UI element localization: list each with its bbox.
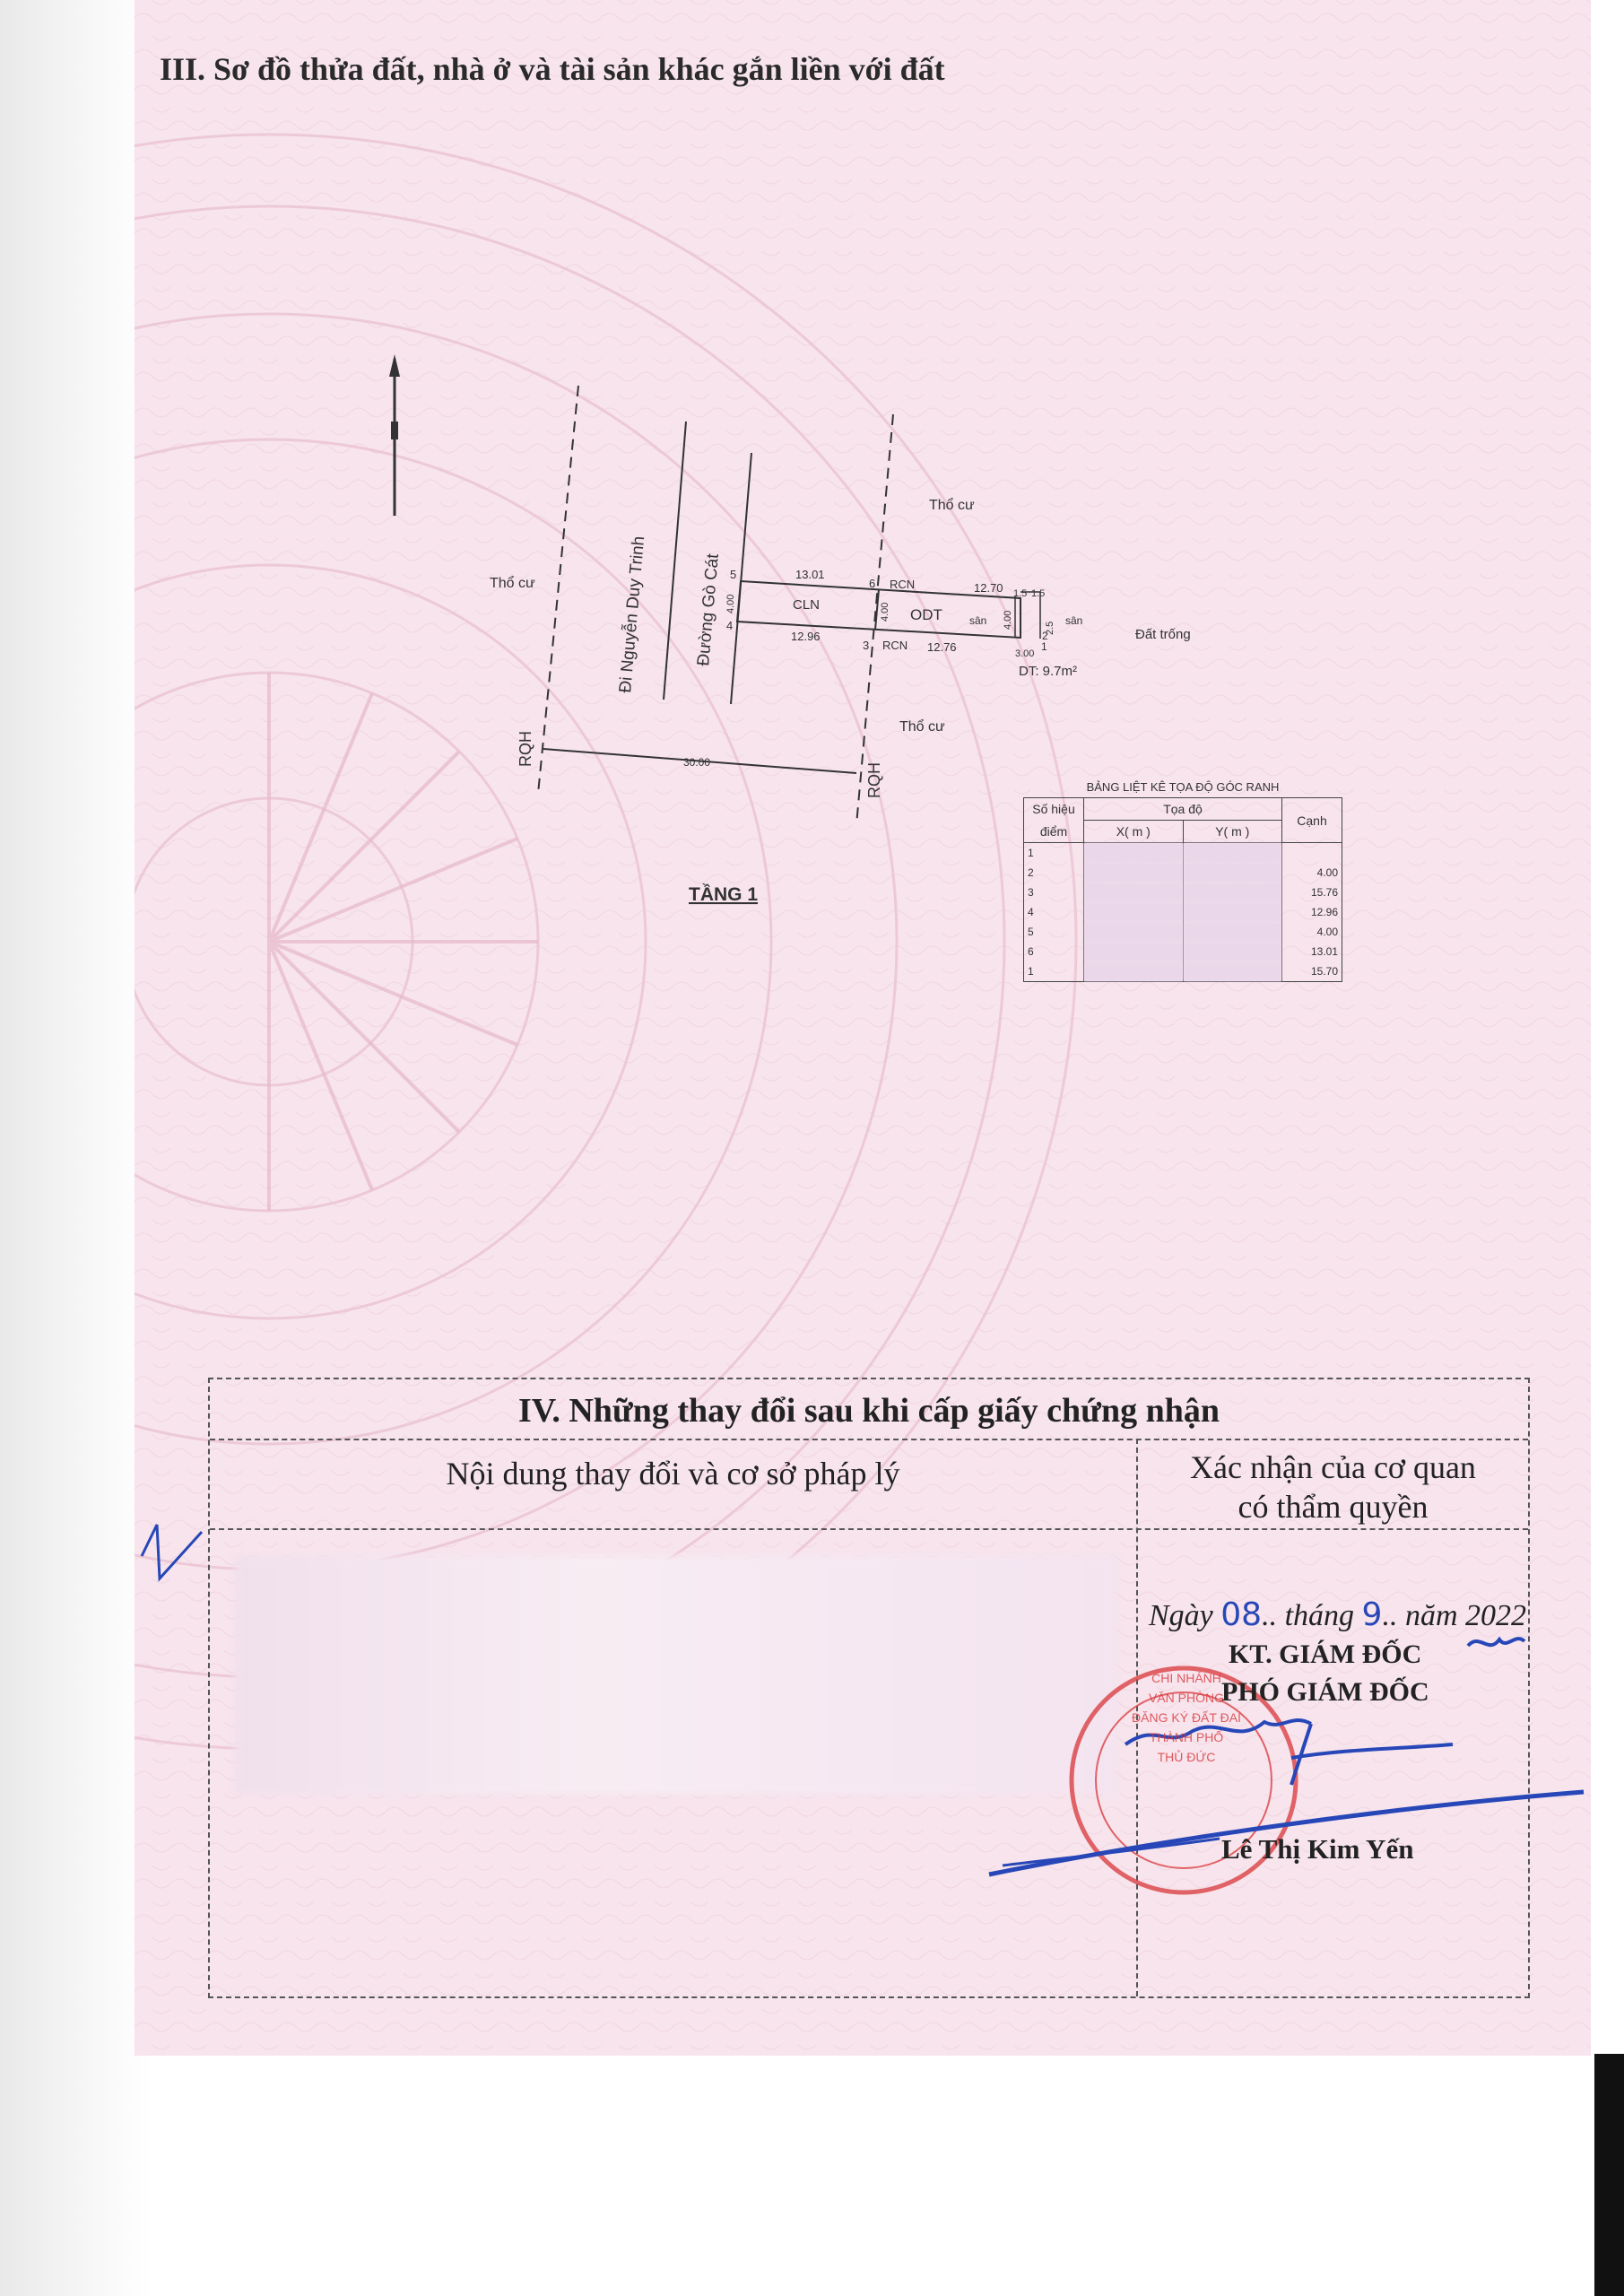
dim-top-right: 12.70 xyxy=(974,581,1003,595)
date-day: 08 xyxy=(1220,1596,1263,1633)
date-month: 9 xyxy=(1361,1596,1383,1633)
point-2: 2 xyxy=(1042,630,1048,642)
point-6: 6 xyxy=(869,577,876,590)
col-authority-line2: có thẩm quyền xyxy=(1238,1489,1429,1525)
point-4: 4 xyxy=(726,619,734,632)
area-label: DT: 9.7m² xyxy=(1019,664,1078,679)
label-dat-trong: Đất trống xyxy=(1135,627,1191,642)
floor-label: TẦNG 1 xyxy=(689,884,759,905)
row-point: 1 xyxy=(1024,961,1084,982)
dim-top-left: 13.01 xyxy=(795,568,825,581)
label-tho-cu-left: Thổ cư xyxy=(490,576,535,591)
dim-right-width: 4.00 xyxy=(1003,610,1013,630)
row-point: 3 xyxy=(1024,883,1084,902)
row-point: 6 xyxy=(1024,942,1084,961)
date-prefix: Ngày xyxy=(1149,1599,1213,1632)
stamp-line-3: ĐĂNG KÝ ĐẤT ĐAI xyxy=(1132,1710,1241,1725)
dim-bottom-left: 12.96 xyxy=(791,630,821,643)
signer-title-2: PHÓ GIÁM ĐỐC xyxy=(1221,1677,1429,1707)
date-month-label: tháng xyxy=(1284,1599,1355,1632)
stamp-line-5: THỦ ĐỨC xyxy=(1157,1750,1216,1764)
row-point: 2 xyxy=(1024,863,1084,883)
col-canh-header: Cạnh xyxy=(1282,798,1342,843)
signer-name: Lê Thị Kim Yến xyxy=(1221,1833,1414,1865)
col-authority-line1: Xác nhận của cơ quan xyxy=(1190,1449,1476,1485)
coordinate-table-title: BẢNG LIỆT KÊ TỌA ĐỘ GÓC RANH xyxy=(1086,780,1280,794)
row-canh: 4.00 xyxy=(1282,863,1342,883)
col-point-header-2: điểm xyxy=(1024,821,1084,843)
section-4-title: IV. Những thay đổi sau khi cấp giấy chứng nhận xyxy=(210,1379,1528,1440)
row-canh: 4.00 xyxy=(1282,922,1342,942)
row-point: 1 xyxy=(1024,843,1084,864)
label-cln: CLN xyxy=(793,597,821,613)
dim-30: 30.00 xyxy=(683,756,711,769)
point-5: 5 xyxy=(730,568,737,581)
col-coord-header: Tọa độ xyxy=(1084,798,1282,821)
dim-left-width: 4.00 xyxy=(725,594,736,613)
row-point: 4 xyxy=(1024,902,1084,922)
row-canh: 13.01 xyxy=(1282,942,1342,961)
road-label-go-cat: Đường Gò Cát xyxy=(694,552,723,667)
stamp-line-1: CHI NHÁNH xyxy=(1151,1671,1221,1685)
row-canh: 15.70 xyxy=(1282,961,1342,982)
dim-3: 3.00 xyxy=(1015,648,1035,659)
label-odt: ODT xyxy=(910,606,942,623)
label-rcn-bottom: RCN xyxy=(882,639,908,652)
row-canh: 12.96 xyxy=(1282,902,1342,922)
signer-title-1: KT. GIÁM ĐỐC xyxy=(1229,1639,1422,1669)
label-tho-cu-top: Thổ cư xyxy=(929,498,975,513)
point-1: 1 xyxy=(1041,640,1047,653)
scan-right-edge xyxy=(1591,0,1624,2296)
label-rcn-top: RCN xyxy=(890,578,916,591)
date-year: năm 2022 xyxy=(1404,1599,1527,1632)
row-point: 5 xyxy=(1024,922,1084,942)
dim-bottom-right: 12.76 xyxy=(927,640,957,654)
dim-1-5a: 1.5 xyxy=(1013,588,1028,599)
dim-mid-width: 4.00 xyxy=(880,602,890,622)
col-y-header: Y( m ) xyxy=(1183,821,1282,843)
road-label-nguyen-duy-trinh: Đi Nguyễn Duy Trinh xyxy=(616,535,649,694)
stamp-line-4: THÀNH PHỐ xyxy=(1149,1730,1224,1744)
label-rqh-left: RQH xyxy=(517,731,534,767)
label-tho-cu-bottom: Thổ cư xyxy=(899,719,945,735)
dim-2-5: 2.5 xyxy=(1045,621,1055,635)
label-san-1: sân xyxy=(969,614,987,627)
section-3-title: III. Sơ đồ thửa đất, nhà ở và tài sản khác gắn liền với đất xyxy=(160,51,945,87)
label-rqh-right: RQH xyxy=(865,762,883,798)
confirmation-date: Ngày 08.. tháng 9.. năm 2022 xyxy=(1149,1596,1527,1633)
point-3: 3 xyxy=(863,639,870,652)
row-canh: 15.76 xyxy=(1282,883,1342,902)
dim-1-5b: 1.5 xyxy=(1031,588,1046,599)
col-point-header: Số hiệu xyxy=(1024,798,1084,821)
stamp-line-2: VĂN PHÒNG xyxy=(1148,1691,1224,1705)
label-san-2: sân xyxy=(1065,614,1083,627)
col-x-header: X( m ) xyxy=(1084,821,1184,843)
col-change-content-header: Nội dung thay đổi và cơ sở pháp lý xyxy=(446,1456,900,1492)
